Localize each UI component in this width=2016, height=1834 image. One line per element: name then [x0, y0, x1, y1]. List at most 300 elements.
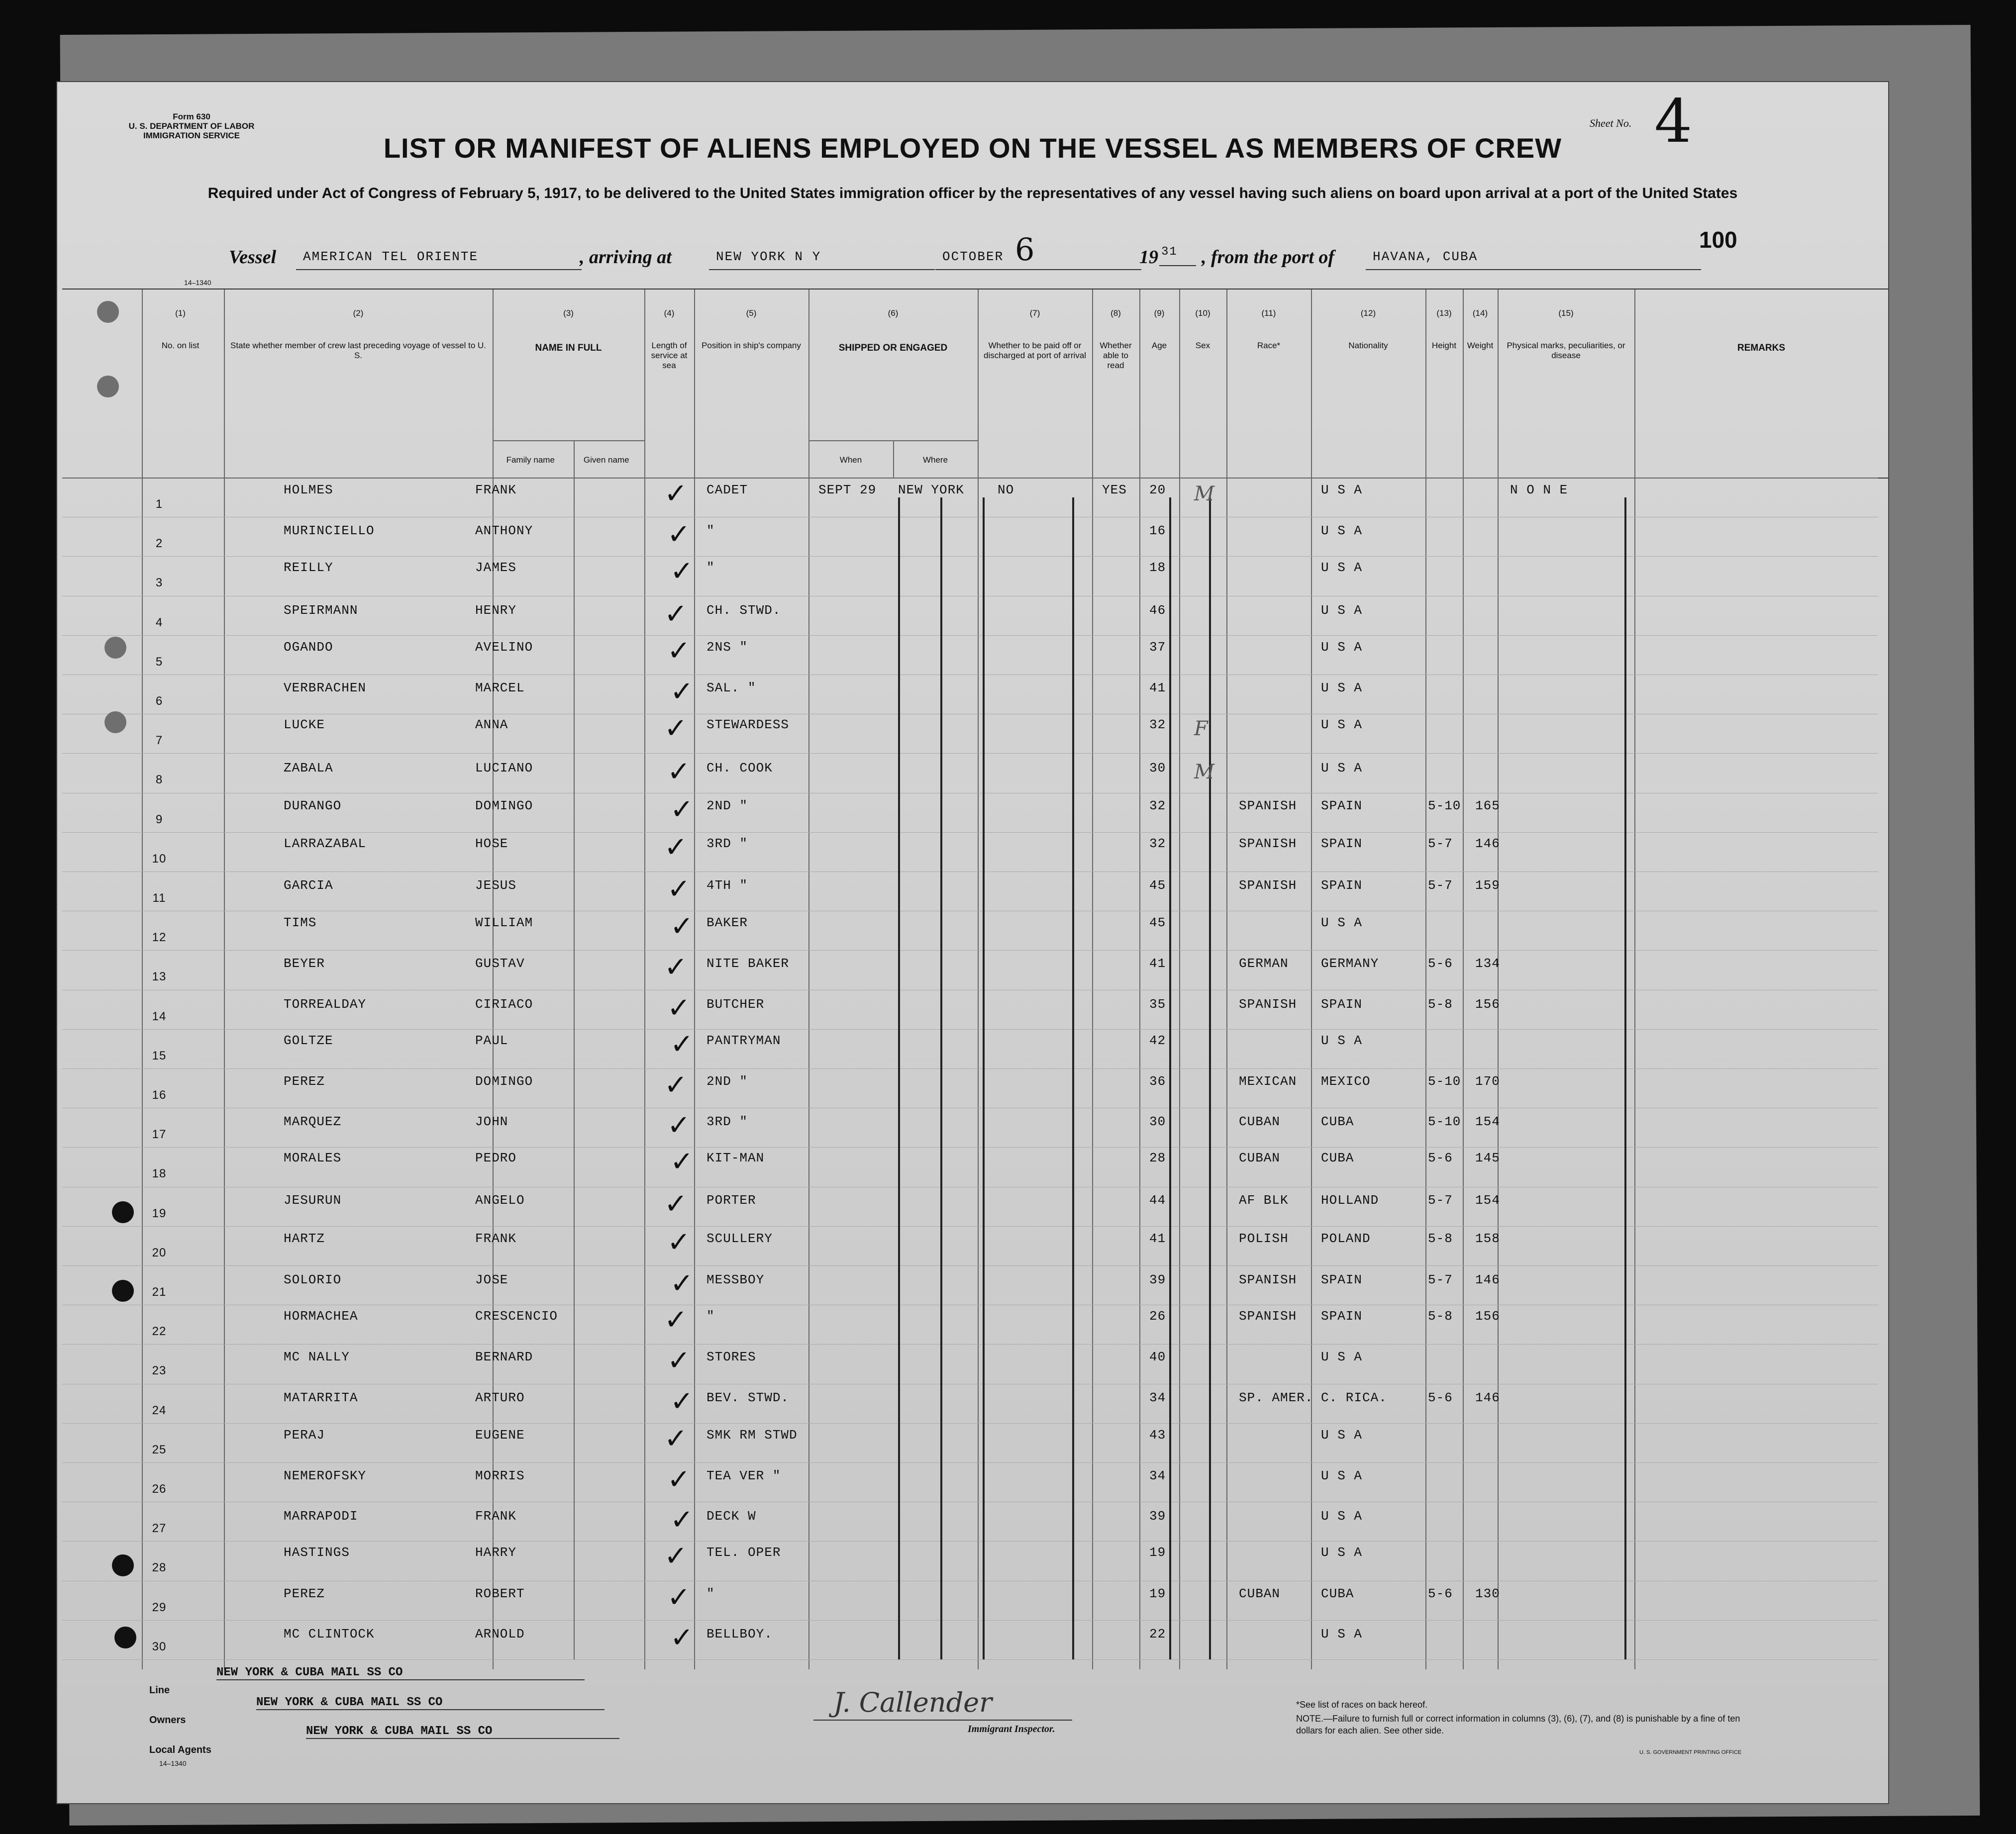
column-number: (5)	[746, 308, 757, 318]
weight: 170	[1475, 1074, 1500, 1089]
race: POLISH	[1239, 1231, 1289, 1246]
family-name: MARRAPODI	[284, 1509, 358, 1524]
table-row	[57, 1502, 1888, 1541]
position: SMK RM STWD	[706, 1427, 798, 1443]
family-name: SPEIRMANN	[284, 602, 358, 618]
check-mark-icon: ✓	[670, 1385, 694, 1418]
position: BAKER	[706, 915, 748, 931]
binder-hole	[104, 637, 126, 659]
row-number: 30	[152, 1640, 167, 1653]
check-mark-icon: ✓	[664, 597, 688, 630]
arrival-month: OCTOBER	[935, 249, 1141, 270]
nationality: CUBA	[1321, 1151, 1354, 1166]
column-number: (12)	[1360, 308, 1376, 318]
nationality: U S A	[1321, 1350, 1363, 1365]
service-name: IMMIGRATION SERVICE	[143, 131, 240, 140]
table-row	[57, 1620, 1888, 1659]
position: PORTER	[706, 1192, 756, 1208]
height: 5-6	[1428, 956, 1453, 971]
check-mark-icon: ✓	[670, 1267, 694, 1300]
family-name: OGANDO	[284, 639, 333, 655]
column-header-nationality: Nationality	[1348, 341, 1388, 350]
check-mark-icon: ✓	[664, 1187, 688, 1220]
column-header-sex: Sex	[1195, 341, 1210, 350]
nationality: CUBA	[1321, 1586, 1354, 1601]
weight: 156	[1475, 996, 1500, 1012]
column-header-race: Race*	[1257, 341, 1281, 350]
table-row	[57, 556, 1888, 595]
weight: 134	[1475, 956, 1500, 971]
family-name: JESURUN	[284, 1192, 342, 1208]
sheet-number: 4	[1654, 87, 1693, 156]
column-header-no: No. on list	[161, 341, 200, 350]
race: SPANISH	[1239, 1309, 1297, 1324]
age: 41	[1149, 1231, 1166, 1246]
position: "	[706, 560, 715, 576]
nationality: U S A	[1321, 1545, 1363, 1560]
nationality: U S A	[1321, 1626, 1363, 1641]
paid-off: NO	[998, 483, 1014, 497]
departure-port: HAVANA, CUBA	[1366, 249, 1701, 270]
check-mark-icon: ✓	[670, 555, 694, 588]
age: 34	[1149, 1468, 1166, 1483]
table-row	[57, 1384, 1888, 1423]
age: 32	[1149, 798, 1166, 813]
binder-hole	[97, 376, 119, 397]
vessel-label: Vessel	[229, 247, 276, 268]
given-name: MORRIS	[475, 1468, 525, 1483]
column-header-remarks: REMARKS	[1737, 343, 1786, 353]
given-name: ANGELO	[475, 1192, 525, 1208]
age: 18	[1149, 560, 1166, 576]
family-name: MURINCIELLO	[284, 523, 375, 539]
weight: 156	[1475, 1309, 1500, 1324]
check-mark-icon: ✓	[670, 1146, 694, 1178]
name-subheader-line	[493, 440, 644, 441]
row-number: 23	[152, 1364, 167, 1378]
weight: 145	[1475, 1151, 1500, 1166]
given-name: PEDRO	[475, 1151, 517, 1166]
row-number: 13	[152, 970, 167, 984]
row-number: 19	[152, 1206, 167, 1220]
table-row	[57, 1265, 1888, 1305]
line-label: Line	[149, 1685, 170, 1696]
table-row	[57, 714, 1888, 753]
column-header-able-read: Whether able to read	[1100, 341, 1132, 370]
check-mark-icon: ✓	[667, 756, 691, 788]
family-name: HOLMES	[284, 483, 333, 497]
column-header-name: NAME IN FULL	[535, 343, 602, 353]
check-mark-icon: ✓	[664, 1422, 688, 1455]
height: 5-6	[1428, 1390, 1453, 1405]
family-name: HASTINGS	[284, 1545, 350, 1560]
table-row	[57, 911, 1888, 950]
nationality: U S A	[1321, 602, 1363, 618]
age: 34	[1149, 1390, 1166, 1405]
family-name: HORMACHEA	[284, 1309, 358, 1324]
column-number: (6)	[888, 308, 899, 318]
binder-hole	[114, 1627, 136, 1648]
row-number: 15	[152, 1049, 167, 1062]
column-subheader: Where	[922, 455, 948, 465]
given-name: ARTURO	[475, 1390, 525, 1405]
height: 5-7	[1428, 836, 1453, 851]
given-name: FRANK	[475, 483, 517, 497]
table-row	[57, 1541, 1888, 1580]
height: 5-6	[1428, 1151, 1453, 1166]
nationality: SPAIN	[1321, 798, 1363, 813]
nationality: SPAIN	[1321, 1272, 1363, 1287]
age: 37	[1149, 639, 1166, 655]
arrival-day: 6	[1015, 231, 1035, 268]
check-mark-icon: ✓	[664, 951, 688, 984]
row-number: 11	[152, 891, 166, 905]
given-name: AVELINO	[475, 639, 533, 655]
given-name: ANTHONY	[475, 523, 533, 539]
nationality: U S A	[1321, 1509, 1363, 1524]
table-row	[57, 675, 1888, 714]
weight: 154	[1475, 1114, 1500, 1130]
nationality: U S A	[1321, 915, 1363, 931]
given-name: MARCEL	[475, 680, 525, 695]
age: 40	[1149, 1350, 1166, 1365]
nationality: U S A	[1321, 523, 1363, 539]
table-row	[57, 635, 1888, 675]
row-number: 14	[152, 1009, 167, 1023]
row-number: 2	[155, 537, 163, 551]
row-number: 28	[152, 1561, 167, 1575]
check-mark-icon: ✓	[667, 873, 691, 905]
year-prefix: 19	[1139, 247, 1158, 268]
binder-hole	[97, 301, 119, 323]
weight: 146	[1475, 1272, 1500, 1287]
department-name: U. S. DEPARTMENT OF LABOR	[128, 121, 255, 131]
age: 36	[1149, 1074, 1166, 1089]
check-mark-icon: ✓	[670, 910, 694, 943]
family-name: NEMEROFSKY	[284, 1468, 367, 1483]
vessel-name: AMERICAN TEL ORIENTE	[296, 249, 582, 270]
page-subtitle: Required under Act of Congress of February 5, 1917, to be delivered to the United States immigration officer by the representatives of any vessel having such aliens on board upon arrival at a port of the United States	[207, 185, 1738, 201]
table-row	[57, 596, 1888, 635]
column-number: (11)	[1261, 308, 1276, 318]
manifest-sheet	[57, 82, 1888, 1803]
given-name: ARNOLD	[475, 1626, 525, 1641]
given-name: DOMINGO	[475, 798, 533, 813]
nationality: U S A	[1321, 639, 1363, 655]
position: MESSBOY	[706, 1272, 765, 1287]
check-mark-icon: ✓	[667, 1345, 691, 1377]
column-subheader: When	[839, 455, 862, 465]
position: BEV. STWD.	[706, 1390, 790, 1405]
column-header-shipped: SHIPPED OR ENGAGED	[838, 343, 948, 353]
race: SPANISH	[1239, 878, 1297, 893]
year-suffix: 31	[1159, 245, 1196, 266]
table-row	[57, 1147, 1888, 1186]
given-name: JOSE	[475, 1272, 508, 1287]
nationality: U S A	[1321, 1033, 1363, 1048]
table-row	[57, 1305, 1888, 1344]
height: 5-10	[1428, 1074, 1461, 1089]
folio-number: 100	[1699, 227, 1737, 253]
family-name: VERBRACHEN	[284, 680, 367, 695]
weight: 130	[1475, 1586, 1500, 1601]
height: 5-10	[1428, 798, 1461, 813]
age: 22	[1149, 1626, 1166, 1641]
column-number: (15)	[1558, 308, 1574, 318]
table-row	[57, 1187, 1888, 1226]
family-name: MORALES	[284, 1151, 342, 1166]
check-mark-icon: ✓	[664, 1304, 688, 1337]
column-number: (4)	[664, 308, 675, 318]
height: 5-8	[1428, 1231, 1453, 1246]
table-row	[57, 832, 1888, 871]
column-number: (7)	[1029, 308, 1040, 318]
given-name: BERNARD	[475, 1350, 533, 1365]
agents-code: 14–1340	[159, 1759, 187, 1767]
position: PANTRYMAN	[706, 1033, 781, 1048]
sex: F	[1194, 717, 1209, 741]
given-name: EUGENE	[475, 1427, 525, 1443]
age: 39	[1149, 1509, 1166, 1524]
given-name: PAUL	[475, 1033, 508, 1048]
given-name: ANNA	[475, 717, 508, 733]
column-subheader: Family name	[506, 455, 555, 465]
age: 41	[1149, 680, 1166, 695]
family-name: MARQUEZ	[284, 1114, 342, 1130]
age: 44	[1149, 1192, 1166, 1208]
shipped-when: SEPT 29	[818, 483, 877, 497]
given-name: HOSE	[475, 836, 508, 851]
given-name: DOMINGO	[475, 1074, 533, 1089]
family-name: DURANGO	[284, 798, 342, 813]
check-mark-icon: ✓	[670, 1504, 694, 1537]
nationality: U S A	[1321, 1468, 1363, 1483]
position: NITE BAKER	[706, 956, 790, 971]
column-number: (1)	[175, 308, 186, 318]
family-name: TORREALDAY	[284, 996, 367, 1012]
check-mark-icon: ✓	[670, 1028, 694, 1061]
signature-line	[813, 1720, 1072, 1721]
given-name: CRESCENCIO	[475, 1309, 558, 1324]
table-row	[57, 1108, 1888, 1147]
nationality: SPAIN	[1321, 996, 1363, 1012]
nationality: U S A	[1321, 761, 1363, 776]
given-name: FRANK	[475, 1231, 517, 1246]
age: 39	[1149, 1272, 1166, 1287]
position: "	[706, 523, 715, 539]
table-row	[57, 1344, 1888, 1383]
age: 26	[1149, 1309, 1166, 1324]
given-name: CIRIACO	[475, 996, 533, 1012]
height: 5-8	[1428, 996, 1453, 1012]
position: TEA VER "	[706, 1468, 781, 1483]
table-row	[57, 990, 1888, 1029]
row-number: 25	[152, 1443, 167, 1456]
weight: 146	[1475, 1390, 1500, 1405]
position: CH. STWD.	[706, 602, 781, 618]
row-number: 4	[155, 615, 163, 629]
owners-label: Owners	[149, 1715, 186, 1726]
age: 32	[1149, 836, 1166, 851]
table-row	[57, 753, 1888, 792]
check-mark-icon: ✓	[667, 634, 691, 667]
check-mark-icon: ✓	[664, 1540, 688, 1573]
age: 20	[1149, 483, 1166, 497]
nationality: U S A	[1321, 560, 1363, 576]
position: 2NS "	[706, 639, 748, 655]
table-row	[57, 871, 1888, 911]
table-row	[57, 517, 1888, 556]
check-mark-icon: ✓	[667, 1226, 691, 1258]
age: 30	[1149, 761, 1166, 776]
row-number: 1	[155, 497, 163, 511]
family-name: PERAJ	[284, 1427, 325, 1443]
column-number: (2)	[353, 308, 364, 318]
age: 45	[1149, 915, 1166, 931]
check-mark-icon: ✓	[664, 478, 688, 510]
family-name: REILLY	[284, 560, 333, 576]
age: 45	[1149, 878, 1166, 893]
agents-value: NEW YORK & CUBA MAIL SS CO	[306, 1725, 619, 1739]
position: 4TH "	[706, 878, 748, 893]
column-number: (8)	[1110, 308, 1121, 318]
height: 5-7	[1428, 1272, 1453, 1287]
given-name: GUSTAV	[475, 956, 525, 971]
position: STEWARDESS	[706, 717, 790, 733]
age: 35	[1149, 996, 1166, 1012]
weight: 154	[1475, 1192, 1500, 1208]
position: CH. COOK	[706, 761, 773, 776]
family-name: PEREZ	[284, 1586, 325, 1601]
position: 2ND "	[706, 798, 748, 813]
age: 28	[1149, 1151, 1166, 1166]
family-name: TIMS	[284, 915, 317, 931]
family-name: SOLORIO	[284, 1272, 342, 1287]
position: TEL. OPER	[706, 1545, 781, 1560]
nationality: GERMANY	[1321, 956, 1379, 971]
column-number: (9)	[1154, 308, 1165, 318]
position: 3RD "	[706, 836, 748, 851]
nationality: U S A	[1321, 1427, 1363, 1443]
row-number: 7	[155, 734, 163, 748]
row-number: 24	[152, 1403, 167, 1417]
nationality: U S A	[1321, 680, 1363, 695]
penalty-note: NOTE.—Failure to furnish full or correct information in columns (3), (6), (7), and (8) is punishable by a fine of ten dollars for each alien. See other side.	[1296, 1714, 1740, 1736]
column-subheader: Given name	[583, 455, 629, 465]
race: SPANISH	[1239, 996, 1297, 1012]
nationality: HOLLAND	[1321, 1192, 1379, 1208]
position: "	[706, 1309, 715, 1324]
column-header-crew-state: State whether member of crew last preceding voyage of vessel to U. S.	[230, 341, 487, 360]
row-number: 29	[152, 1600, 167, 1614]
check-mark-icon: ✓	[667, 991, 691, 1024]
given-name: FRANK	[475, 1509, 517, 1524]
inspector-label: Immigrant Inspector.	[968, 1724, 1055, 1735]
printing-office: U. S. GOVERNMENT PRINTING OFFICE	[1639, 1749, 1742, 1755]
table-row	[57, 1462, 1888, 1502]
height: 5-6	[1428, 1586, 1453, 1601]
row-number: 21	[152, 1285, 167, 1299]
position: "	[706, 1586, 715, 1601]
position: KIT-MAN	[706, 1151, 765, 1166]
column-number: (3)	[563, 308, 574, 318]
family-name: GARCIA	[284, 878, 333, 893]
position: SAL. "	[706, 680, 756, 695]
table-row	[57, 1068, 1888, 1108]
age: 16	[1149, 523, 1166, 539]
given-name: ROBERT	[475, 1586, 525, 1601]
nationality: C. RICA.	[1321, 1390, 1387, 1405]
check-mark-icon: ✓	[667, 1463, 691, 1496]
check-mark-icon: ✓	[670, 1621, 694, 1654]
age: 30	[1149, 1114, 1166, 1130]
height: 5-8	[1428, 1309, 1453, 1324]
height: 5-7	[1428, 878, 1453, 893]
race: CUBAN	[1239, 1114, 1281, 1130]
column-header-paid-off: Whether to be paid off or discharged at port of arrival	[984, 341, 1086, 360]
arriving-label: , arriving at	[580, 247, 672, 268]
row-number: 3	[155, 576, 163, 590]
family-name: MATARRITA	[284, 1390, 358, 1405]
row-divider	[62, 1659, 1878, 1660]
age: 41	[1149, 956, 1166, 971]
table-row	[57, 1029, 1888, 1068]
family-name: LUCKE	[284, 717, 325, 733]
given-name: JOHN	[475, 1114, 508, 1130]
table-row	[57, 950, 1888, 989]
owners-value: NEW YORK & CUBA MAIL SS CO	[256, 1696, 605, 1710]
race: SPANISH	[1239, 836, 1297, 851]
weight: 165	[1475, 798, 1500, 813]
family-name: HARTZ	[284, 1231, 325, 1246]
row-number: 9	[155, 812, 163, 826]
sex: M	[1194, 761, 1215, 784]
position: BELLBOY.	[706, 1626, 773, 1641]
table-row	[57, 1581, 1888, 1620]
nationality: SPAIN	[1321, 1309, 1363, 1324]
race: MEXICAN	[1239, 1074, 1297, 1089]
family-name: BEYER	[284, 956, 325, 971]
row-number: 10	[152, 852, 167, 866]
physical-marks: N O N E	[1510, 483, 1568, 497]
position: DECK W	[706, 1509, 756, 1524]
family-name: LARRAZABAL	[284, 836, 367, 851]
row-number: 27	[152, 1522, 167, 1536]
position: STORES	[706, 1350, 756, 1365]
nationality: MEXICO	[1321, 1074, 1371, 1089]
page-title: LIST OR MANIFEST OF ALIENS EMPLOYED ON THE VESSEL AS MEMBERS OF CREW	[383, 132, 1562, 164]
family-name: ZABALA	[284, 761, 333, 776]
column-header-position: Position in ship's company	[702, 341, 801, 350]
age: 46	[1149, 602, 1166, 618]
table-row	[57, 478, 1888, 517]
position: 2ND "	[706, 1074, 748, 1089]
family-name: GOLTZE	[284, 1033, 333, 1048]
check-mark-icon: ✓	[670, 676, 694, 708]
given-name: WILLIAM	[475, 915, 533, 931]
family-name: MC CLINTOCK	[284, 1626, 375, 1641]
position: SCULLERY	[706, 1231, 773, 1246]
check-mark-icon: ✓	[667, 1581, 691, 1614]
row-number: 18	[152, 1167, 167, 1181]
race: GERMAN	[1239, 956, 1289, 971]
weight: 158	[1475, 1231, 1500, 1246]
table-row	[57, 1226, 1888, 1265]
column-number: (14)	[1472, 308, 1488, 318]
row-number: 12	[152, 931, 167, 945]
column-header-marks: Physical marks, peculiarities, or disease	[1507, 341, 1625, 360]
check-mark-icon: ✓	[670, 793, 694, 826]
